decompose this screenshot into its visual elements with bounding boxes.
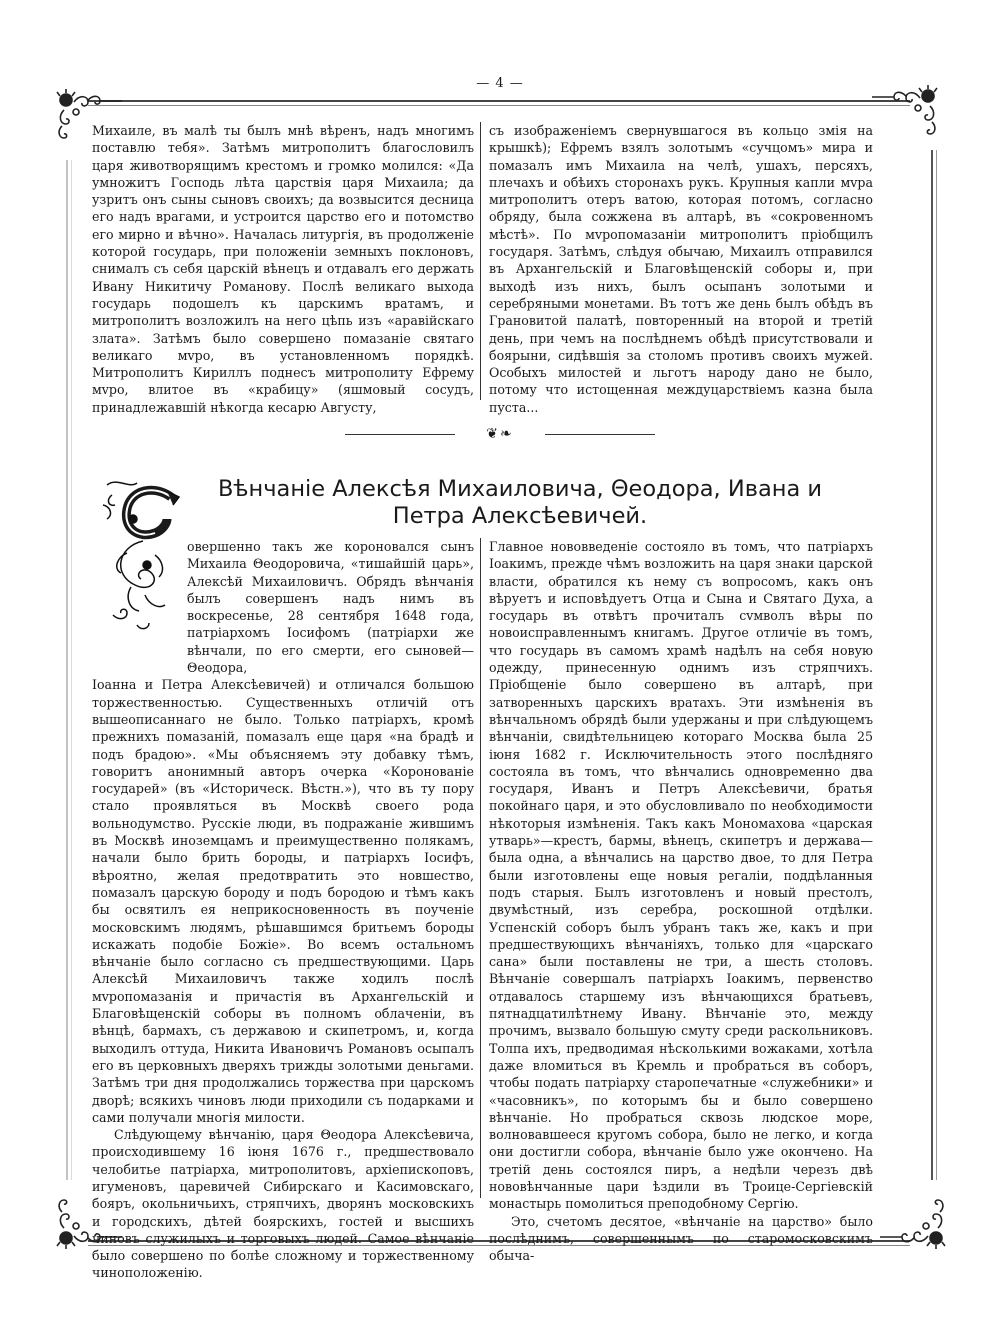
fleuron-icon: ❦❧ <box>486 426 514 442</box>
paragraph: Іоанна и Петра Алексѣевичей) и отличался большою торжественностью. Существенныхъ отличій отъ вышеописаннаго не было. Только патріархъ, кромѣ прежнихъ помазаній, помазалъ еще царя «на брадѣ и подъ брадою». «Мы объясняемъ эту добавку тѣмъ, говоритъ анонимный авторъ очерка «Коронованіе государей» (въ «Историческ. Вѣстн.»), что въ ту пору стало проявляться въ Москвѣ своего рода вольнодумство. Русскіе люди, въ подражаніе жившимъ въ Москвѣ иноземцамъ и преимущественно полякамъ, начали было брить бороды, и патріархъ Іосифъ, вѣроятно, желая предотвратить это новшество, помазалъ царскую бороду и подъ бородою и тѣмъ какъ бы освятилъ ея неприкосновенность въ поученіе московскимъ людямъ, рѣшавшимся бритьемъ бороды искажать подобіе Божіе». Во всемъ остальномъ вѣнчаніе было согласно съ предшествующими. Царь Алексѣй Михаиловичъ также ходилъ послѣ мvропомазанія и причастія въ Архангельскій и Благовѣщенскій соборы въ полномъ облаченіи, въ вѣнцѣ, бармахъ, съ державою и скипетромъ, и, когда выходилъ оттуда, Никита Ивановичъ Романовъ осыпалъ его въ церковныхъ дверяхъ трижды золотыми деньгами. Затѣмъ три дня продолжались торжества при царскомъ дворѣ; всякихъ чиновъ люди приходили съ подарками и сами получали многія милости. <box>92 677 474 1125</box>
paragraph: Это, счетомъ десятое, «вѣнчаніе на царство» было послѣднимъ, совершеннымъ по старомосковскимъ обыча- <box>489 1213 873 1264</box>
frame-top-rule <box>88 100 910 106</box>
frame-left-rule <box>66 160 72 1180</box>
page-number: — 4 — <box>476 76 524 91</box>
divider-line <box>345 434 455 435</box>
article-right-column <box>489 538 873 1264</box>
paragraph: съ изображеніемъ свернувшагося въ кольцо змія на крышкѣ); Ефремъ взялъ золотымъ «сучцомъ» мира и помазалъ имъ Михаила на челѣ, ушахъ, персяхъ, плечахъ и обѣихъ сторонахъ рукъ. Крупныя капли мvра митрополитъ отеръ ватою, которая потомъ, согласно обряду, была сожжена въ алтарѣ, въ «сокровенномъ мѣстѣ». По мvропомазаніи митрополитъ пріобщилъ государя. Затѣмъ, слѣдуя обычаю, Михаилъ отправился въ Архангельскій и Благовѣщенскій соборы и, при выходѣ изъ нихъ, былъ осыпанъ золотыми и серебряными монетами. Въ тотъ же день былъ обѣдъ въ Грановитой палатѣ, повторенный на второй и третій день, при чемъ на послѣднемъ обѣдѣ присутствовали и боярыни, сидѣвшія за столомъ противъ своихъ мужей. Особыхъ милостей и льготъ народу дано не было, потому что истощенная междуцарствіемъ казна была пуста... <box>489 123 873 415</box>
top-right-column <box>489 122 873 416</box>
top-left-column <box>92 122 474 416</box>
article-left-column <box>92 538 474 1282</box>
corner-ornament-icon <box>872 84 942 154</box>
paragraph: Слѣдующему вѣнчанію, царя Θеодора Алексѣевича, происходившему 16 іюня 1676 г., предшествовало челобитье патріарха, митрополитовъ, архіепископовъ, игуменовъ, царевичей Сибирскаго и Касимовскаго, бояръ, окольничьихъ, стряпчихъ, дворянъ московскихъ и городскихъ, дѣтей боярскихъ, гостей и высшихъ чиновъ служилыхъ и торговыхъ людей. Самое вѣнчаніе было совершено по болѣе сложному и торжественному чиноположенію. <box>92 1127 474 1281</box>
frame-right-rule <box>931 150 937 1180</box>
paragraph-opening: овершенно такъ же короновался сынъ Михаила Θеодоровича, «тишайшій царь», Алексѣй Михаиловичъ. Обрядъ вѣнчанія былъ совершенъ надъ нимъ въ воскресенье, 28 сентября 1648 года, патріархомъ Іосифомъ (патріархи же вѣнчали, по его смерти, его сыновей—Θеодора, <box>187 539 474 676</box>
column-divider-rule <box>480 122 481 400</box>
paragraph: Главное нововведеніе состояло въ томъ, что патріархъ Іоакимъ, прежде чѣмъ возложить на царя знаки царской власти, обратился къ нему съ вопросомъ, какъ онъ вѣруетъ и исповѣдуетъ Отца и Сына и Святаго Духа, а государь въ отвѣтъ прочиталъ сvмволъ вѣры по новоисправленнымъ книгамъ. Другое отличіе въ томъ, что государь въ самомъ храмѣ надѣлъ на себя новую одежду, принесенную однимъ изъ стряпчихъ. Пріобщеніе было совершено въ алтарѣ, при затворенныхъ царскихъ вратахъ. Эти измѣненія въ вѣнчальномъ обрядѣ были удержаны и при слѣдующемъ вѣнчаніи, свидѣтельницею котораго Москва была 25 іюня 1682 г. Исключительность этого послѣдняго состояла въ томъ, что вѣнчались одновременно два государя, Иванъ и Петръ Алексѣевичи, братья покойнаго царя, и это обусловливало по необходимости нѣкоторыя измѣненія. Такъ какъ Мономахова «царская утварь»—крестъ, бармы, вѣнецъ, скипетръ и держава—была одна, а вѣнчались на царство двое, то для Петра были изготовлены еще новыя регаліи, поддѣланныя подъ старыя. Былъ изготовленъ и новый престолъ, двумѣстный, изъ серебра, роскошной отдѣлки. Успенскій соборъ былъ убранъ такъ же, какъ и при предшествующихъ вѣнчаніяхъ, только для «царскаго сана» были поставлены не три, а шесть столовъ. Вѣнчаніе совершалъ патріархъ Іоакимъ, первенство отдавалось старшему изъ вѣнчающихся братьевъ, пятнадцатилѣтнему Ивану. Вѣнчаніе это, между прочимъ, вызвало большую смуту среди раскольниковъ. Толпа ихъ, предводимая нѣсколькими вожаками, хотѣла даже вломиться въ Кремль и пробраться въ соборъ, чтобы подать патріарху старопечатные «служебники» и «часовникъ», по которымъ бы и было совершено вѣнчаніе. Но пробраться сквозь людское море, волновавшееся кругомъ собора, было не легко, и когда они достигли собора, вѣнчаніе было уже окончено. На третій день состоялся пиръ, а недѣли черезъ двѣ нововѣнчанные цари ѣздили въ Троице-Сергіевскій монастырь помолиться преподобному Сергію. <box>489 539 873 1212</box>
corner-ornament-icon <box>880 1180 950 1250</box>
section-divider <box>345 428 655 442</box>
column-divider-rule <box>480 538 481 1198</box>
divider-line <box>545 434 655 435</box>
paragraph: Михаиле, въ малѣ ты былъ мнѣ вѣренъ, надъ многимъ поставлю тебя». Затѣмъ митрополитъ благословилъ царя животворящимъ крестомъ и громко молился: «Да умножитъ Господь лѣта царствія царя Михаила; да узритъ онъ сыны сыновъ своихъ; да возвысится десница его надъ врагами, и устроится царство его и потомство его мирно и вѣчно». Началась литургія, въ продолженіе которой государь, при положеніи земныхъ поклоновъ, снималъ съ себя царскій вѣнецъ и отдавалъ его держать Ивану Никитичу Романову. Послѣ великаго выхода государь подошелъ къ царскимъ вратамъ, и митрополитъ возложилъ на него цѣпь изъ «аравійскаго злата». Затѣмъ было совершено помазаніе святаго великаго мvро, въ установленномъ порядкѣ. Митрополитъ Кириллъ поднесъ митрополиту Ефрему мvро, влитое въ «крабицу» (яшмовый сосудъ, принадлежавшій нѣкогда кесарю Августу, <box>92 123 474 415</box>
article-title: Вѣнчаніе Алексѣя Михаиловича, Θеодора, Ивана и Петра Алексѣевичей. <box>217 476 823 529</box>
